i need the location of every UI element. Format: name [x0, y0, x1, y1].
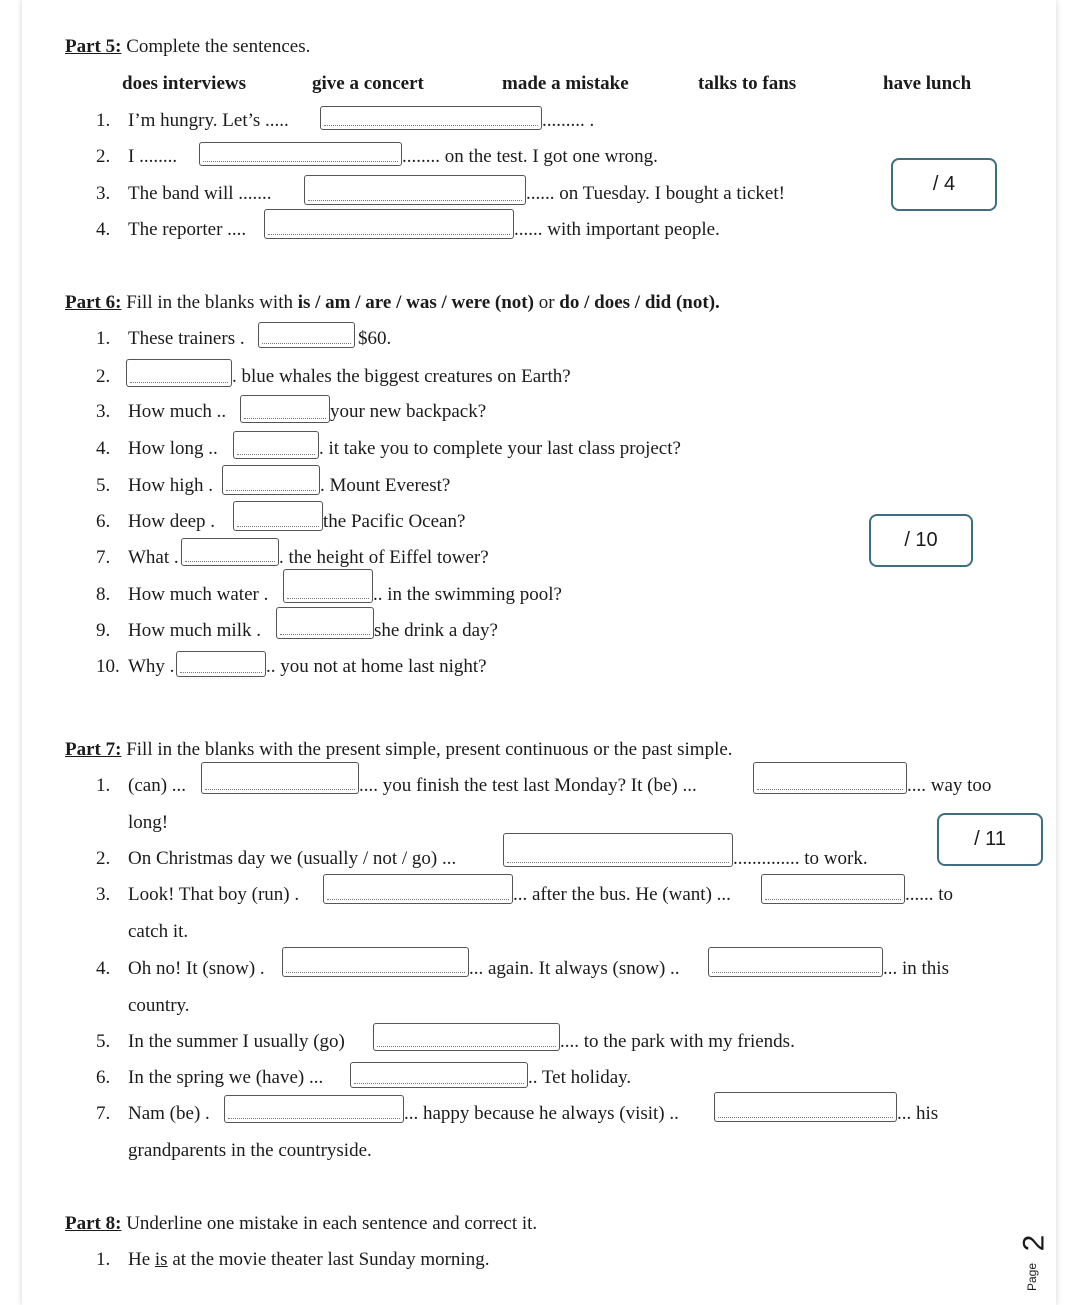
answer-input[interactable]: [503, 833, 733, 867]
sentence-text: I ........: [128, 146, 178, 167]
item-number: 1.: [96, 110, 111, 131]
item-number: 1.: [96, 1249, 111, 1270]
answer-input[interactable]: [240, 395, 330, 423]
item-number: 1.: [96, 775, 111, 796]
sentence-text: How much water .: [128, 584, 269, 605]
score-box: / 4: [891, 158, 997, 211]
answer-input[interactable]: [201, 762, 359, 794]
item-number: 5.: [96, 1031, 111, 1052]
answer-input[interactable]: [176, 651, 266, 677]
item-number: 2.: [96, 848, 111, 869]
sentence-text: .. Tet holiday.: [528, 1067, 632, 1088]
sentence-text: .. in the swimming pool?: [373, 584, 562, 605]
part7-heading: [65, 739, 733, 761]
word-bank-item: give a concert: [312, 73, 424, 94]
part8-label: Part 8:: [65, 1213, 122, 1234]
item-number: 3.: [96, 401, 111, 422]
answer-input[interactable]: [222, 465, 320, 495]
page-number: [1017, 1230, 1054, 1300]
item-number: 6.: [96, 511, 111, 532]
sentence-text: . Mount Everest?: [320, 475, 451, 496]
part6-instruction-aux: do / does / did (not).: [559, 292, 720, 313]
answer-input[interactable]: [753, 762, 907, 794]
part5-label: Part 5:: [65, 36, 122, 57]
sentence-text: Oh no! It (snow) .: [128, 958, 265, 979]
underlined-word: is: [154, 1249, 168, 1270]
answer-input[interactable]: [714, 1092, 897, 1122]
sentence-text: In the summer I usually (go): [128, 1031, 345, 1052]
answer-input[interactable]: [304, 175, 526, 205]
sentence-text: ... happy because he always (visit) ..: [404, 1103, 679, 1124]
part6-label: Part 6:: [65, 292, 122, 313]
answer-input[interactable]: [283, 569, 373, 603]
item-number: 4.: [96, 958, 111, 979]
sentence-text: .. you not at home last night?: [266, 656, 487, 677]
answer-input[interactable]: [323, 874, 513, 904]
part8-instruction: Underline one mistake in each sentence and correct it.: [121, 1213, 538, 1234]
item-number: 4.: [96, 219, 111, 240]
score-box: / 11: [937, 813, 1043, 866]
answer-input[interactable]: [181, 538, 279, 566]
answer-input[interactable]: [126, 359, 232, 387]
sentence-text: ........ on the test. I got one wrong.: [402, 146, 658, 167]
item-number: 9.: [96, 620, 111, 641]
sentence-text: the Pacific Ocean?: [323, 511, 466, 532]
item-number: 1.: [96, 328, 111, 349]
sentence-text: How much milk .: [128, 620, 261, 641]
word-bank-item: talks to fans: [698, 73, 797, 94]
answer-input[interactable]: [320, 106, 542, 130]
sentence-text: catch it.: [128, 921, 189, 942]
sentence-text: ... again. It always (snow) ..: [469, 958, 680, 979]
sentence-text: .... way too: [907, 775, 992, 796]
item-number: 4.: [96, 438, 111, 459]
sentence-text: ...... on Tuesday. I bought a ticket!: [526, 183, 785, 204]
sentence-text: .............. to work.: [733, 848, 868, 869]
item-number: 2.: [96, 366, 111, 387]
part6-instruction-verbs: is / am / are / was / were (not): [297, 292, 534, 313]
word-bank-item: have lunch: [883, 73, 972, 94]
page-word: Page: [1025, 1262, 1040, 1292]
sentence-text: The reporter ....: [128, 219, 247, 240]
sentence-text: I’m hungry. Let’s .....: [128, 110, 289, 131]
sentence-text: she drink a day?: [374, 620, 498, 641]
part5-heading: [65, 36, 310, 58]
sentence-text: ... his: [897, 1103, 939, 1124]
sentence-text: The band will .......: [128, 183, 272, 204]
answer-input[interactable]: [264, 209, 514, 239]
sentence-end: at the movie theater last Sunday morning.: [167, 1249, 490, 1270]
item-number: 7.: [96, 1103, 111, 1124]
part6-heading: [65, 292, 720, 314]
answer-input[interactable]: [282, 947, 469, 977]
sentence-text: grandparents in the countryside.: [128, 1140, 372, 1161]
sentence-text: (can) ...: [128, 775, 187, 796]
sentence-text: How high .: [128, 475, 213, 496]
sentence-text: How much ..: [128, 401, 227, 422]
sentence-text: $60.: [358, 328, 392, 349]
sentence-text: ...... with important people.: [514, 219, 720, 240]
sentence-text: Look! That boy (run) .: [128, 884, 300, 905]
answer-input[interactable]: [761, 874, 905, 904]
sentence-text: ... after the bus. He (want) ...: [513, 884, 731, 905]
answer-input[interactable]: [708, 947, 883, 977]
sentence-text: your new backpack?: [330, 401, 487, 422]
item-number: 6.: [96, 1067, 111, 1088]
answer-input[interactable]: [276, 607, 374, 639]
sentence-start: He: [128, 1249, 155, 1270]
sentence-text: . it take you to complete your last class project?: [319, 438, 681, 459]
part7-instruction: Fill in the blanks with the present simple, present continuous or the past simple.: [121, 739, 733, 760]
answer-input[interactable]: [373, 1023, 560, 1051]
answer-input[interactable]: [350, 1062, 528, 1088]
sentence-text: ......... .: [542, 110, 595, 131]
sentence-text: .... you finish the test last Monday? It (be) ...: [359, 775, 697, 796]
sentence-text: How deep .: [128, 511, 216, 532]
sentence-text: ... in this: [883, 958, 949, 979]
answer-input[interactable]: [233, 431, 319, 459]
answer-input[interactable]: [258, 322, 355, 348]
item-number: 8.: [96, 584, 111, 605]
sentence-text: long!: [128, 812, 169, 833]
sentence-text: On Christmas day we (usually / not / go) ...: [128, 848, 457, 869]
sentence-text: Nam (be) .: [128, 1103, 210, 1124]
answer-input[interactable]: [233, 501, 323, 531]
part8-heading: [65, 1213, 537, 1235]
part6-instruction-or: or: [533, 292, 560, 313]
item-number: 3.: [96, 884, 111, 905]
item-number: 3.: [96, 183, 111, 204]
answer-input[interactable]: [199, 142, 402, 166]
sentence-text: ...... to: [905, 884, 954, 905]
sentence-text: How long ..: [128, 438, 218, 459]
sentence-text: . blue whales the biggest creatures on Earth?: [232, 366, 571, 387]
item-number: 5.: [96, 475, 111, 496]
item-number: 7.: [96, 547, 111, 568]
sentence-text: .... to the park with my friends.: [560, 1031, 795, 1052]
word-bank-item: made a mistake: [502, 73, 629, 94]
sentence-text: country.: [128, 995, 190, 1016]
part7-label: Part 7:: [65, 739, 122, 760]
score-box: / 10: [869, 514, 973, 567]
sentence-text: In the spring we (have) ...: [128, 1067, 324, 1088]
answer-input[interactable]: [224, 1095, 404, 1123]
sentence-text: What .: [128, 547, 179, 568]
sentence-text: . the height of Eiffel tower?: [279, 547, 489, 568]
page-number-digit: 2: [1017, 1234, 1051, 1252]
part5-instruction: Complete the sentences.: [121, 36, 311, 57]
sentence-text: Why .: [128, 656, 175, 677]
part6-instruction: Fill in the blanks with: [121, 292, 298, 313]
sentence-text: [128, 1249, 489, 1271]
word-bank-item: does interviews: [122, 73, 247, 94]
sentence-text: These trainers .: [128, 328, 245, 349]
item-number: 2.: [96, 146, 111, 167]
item-number: 10.: [96, 656, 120, 677]
